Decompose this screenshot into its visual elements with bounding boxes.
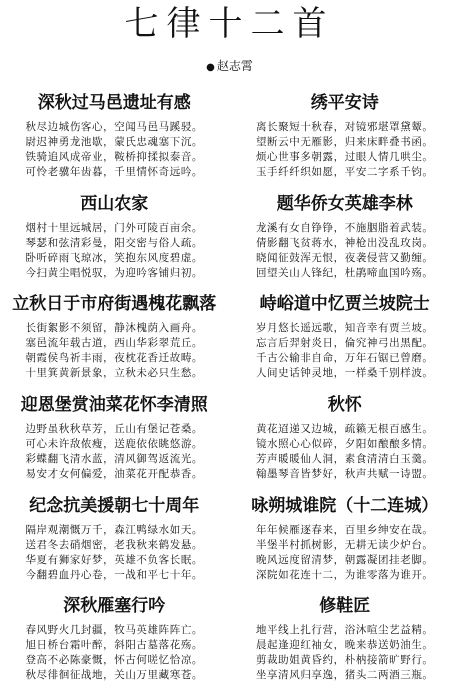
poem-line: 华夏有狮家好梦，英雄不负客长眠。	[25, 553, 204, 566]
poem-line: 边野虽秋秋草芳，丘山有堡记苍桑。	[25, 422, 204, 435]
poem-line: 千古公输非自命，万年石锯已曾磨。	[255, 352, 434, 365]
poem-line: 玉手纤纤织如愿，平安二字系千钧。	[255, 166, 434, 178]
poem-line: 隔岸观潮慨万千，森江鸭绿水如天。	[25, 523, 204, 536]
poem-line: 翰墨琴音皆梦好，秋声共赋一诗盟。	[255, 467, 434, 480]
poem-line: 忘言后羿射炎日，倫究神弓出黑配。	[255, 337, 434, 350]
poem-line: 半堡半村抓树影，无耕无读少炉台。	[255, 538, 434, 551]
poem-line: 铁骑追风成帝业，鞍桥抑揉拟泰音。	[25, 151, 204, 163]
poem-line: 晨起逢迎红袖女，晚来恭送奶油生。	[255, 639, 434, 652]
poem-line: 今扫黄尘唱悦驭，为迎吟客铺归初。	[25, 266, 204, 279]
poem-block	[3, 390, 226, 491]
poem-line: 镜水照心心似碎，夕阳如酿酿多情。	[255, 437, 434, 450]
poem-line: 秋尽边城伤客心，空闻马邑马蹊骎。	[25, 121, 204, 133]
poem-line: 秋尽徘徊征战地，关山万里藏寒苍。	[25, 669, 204, 682]
poem-line: 深院如花连十二，为谁零落为谁开。	[255, 568, 434, 581]
poem-line: 龙溪有女自铮铮，不施胭脂着武装。	[255, 221, 434, 234]
poem-line: 朝霞侯鸟祈丰雨，夜枕花香迁故畴。	[25, 352, 204, 365]
poem-title: 西山农家	[80, 193, 149, 214]
poem-line: 尉迟神勇龙池歇，蒙氏忠魂塞下沉。	[25, 136, 204, 148]
poem-line: 易安才女何偏爱，油菜花开配恭香。	[25, 467, 204, 480]
poem-title: 深秋雁塞行吟	[63, 596, 166, 617]
poem-line: 地平线上扎行营，浴沐喧尘艺益精。	[255, 624, 434, 637]
poem-block	[3, 591, 226, 692]
poem-line: 卧听碎雨飞琼冰，笑抱东风度碧虚。	[25, 251, 204, 264]
poem-line: 旭日桥台霜叶醉，斜阳古墓落花殇。	[25, 639, 204, 652]
poem-block	[3, 491, 226, 592]
poem-line: 坐享清风归享逸，猪头二两酒三瓶。	[255, 669, 434, 682]
poem-title: 题华侨女英雄李林	[276, 193, 413, 214]
poem-line: 岁月悠长遥远歌，知音幸有贾兰坡。	[255, 322, 434, 335]
poem-title: 咏朔城谁院（十二连城）	[251, 495, 439, 516]
poem-line: 烦心世事多朝露，过眼人情几哄尘。	[255, 151, 434, 163]
poem-line: 可怜老骥年齿暮，千里情怀奇远吟。	[25, 166, 204, 178]
poem-line: 烟村十里远城居，门外可陵百亩余。	[25, 221, 204, 234]
poem-line: 望断云中无雁影，归来床畔叠书函。	[255, 136, 434, 148]
poem-title: 立秋日于市府街遇槐花飘落	[12, 294, 217, 315]
poem-line: 长街絮影不须留，静沐槐荫入画舟。	[25, 322, 204, 335]
author-byline	[0, 58, 459, 76]
poem-line: 离长聚短十秋春，对镜邪堪罩黛颦。	[255, 121, 434, 133]
poem-title: 绣平安诗	[310, 93, 379, 113]
poem-block	[234, 390, 457, 491]
poem-line: 十里箕黄新景象，立秋未必只生愁。	[25, 367, 204, 380]
poem-line: 剪裁助姐黄昏约，朴枘接箭旷野行。	[255, 654, 434, 667]
poem-block	[234, 189, 457, 290]
poem-line: 倩影翻飞贫蒋水，神枪出没乱玫岗。	[255, 236, 434, 249]
page-title: 七律十二首	[124, 4, 335, 44]
poem-line: 塞邑流年载古道，西山华彩翠荒丘。	[25, 337, 204, 350]
poem-title: 纪念抗美援朝七十周年	[29, 495, 200, 516]
poem-block	[234, 88, 457, 189]
poem-line: 回望关山人锋纪，杜鹃啼血国吟殇。	[255, 266, 434, 279]
poem-line: 晓闻征鼓浑无恨，夜袭侵营又勤缠。	[255, 251, 434, 264]
author-name: 赵志霄	[216, 59, 253, 73]
poem-title: 峙峪道中忆贾兰坡院士	[259, 294, 430, 315]
poem-title: 修鞋匠	[319, 596, 371, 617]
poem-grid	[3, 88, 456, 692]
poem-title: 深秋过马邑遗址有感	[37, 93, 191, 113]
poem-block	[234, 289, 457, 390]
bullet-icon: ●	[206, 62, 215, 73]
poem-line: 年年候雁逐春来，百里乡绅安在哉。	[255, 523, 434, 536]
poem-line: 芳声暖暖仙人洞，素食清清白玉羹。	[255, 452, 434, 465]
poem-block	[234, 591, 457, 692]
poem-line: 琴瑟和弦清彩曼，阳交密与俗人疏。	[25, 236, 204, 249]
poem-block	[3, 289, 226, 390]
poem-title: 迎恩堡赏油菜花怀李清照	[20, 394, 208, 415]
poem-line: 黄花迢递又边城，疏籁无根百感生。	[255, 422, 434, 435]
poem-line: 今翻碧血丹心卷，一战和平七十年。	[25, 568, 204, 581]
poem-line: 晚风远度留清梦，朝露凝团挂老脚。	[255, 553, 434, 566]
poem-line: 可心未许敌侬瘦，送鹿依依眺悠游。	[25, 437, 204, 450]
poem-line: 春风野火几封疆，牧马英雄阵阵亡。	[25, 624, 204, 637]
poem-line: 登高不必陈豪慨，怀古何嗟忆恰凉。	[25, 654, 204, 667]
poem-block	[3, 189, 226, 290]
poem-line: 送君冬去硝烟密，老我秋来鹤发悬。	[25, 538, 204, 551]
poem-title: 秋怀	[327, 394, 362, 415]
poem-block	[234, 491, 457, 592]
poem-line: 人间史话钟灵地，一样桑千别样波。	[255, 367, 434, 380]
poem-line: 彩蝶翻飞清水蓝，清风御驾返流光。	[25, 452, 204, 465]
poem-block	[3, 88, 226, 189]
